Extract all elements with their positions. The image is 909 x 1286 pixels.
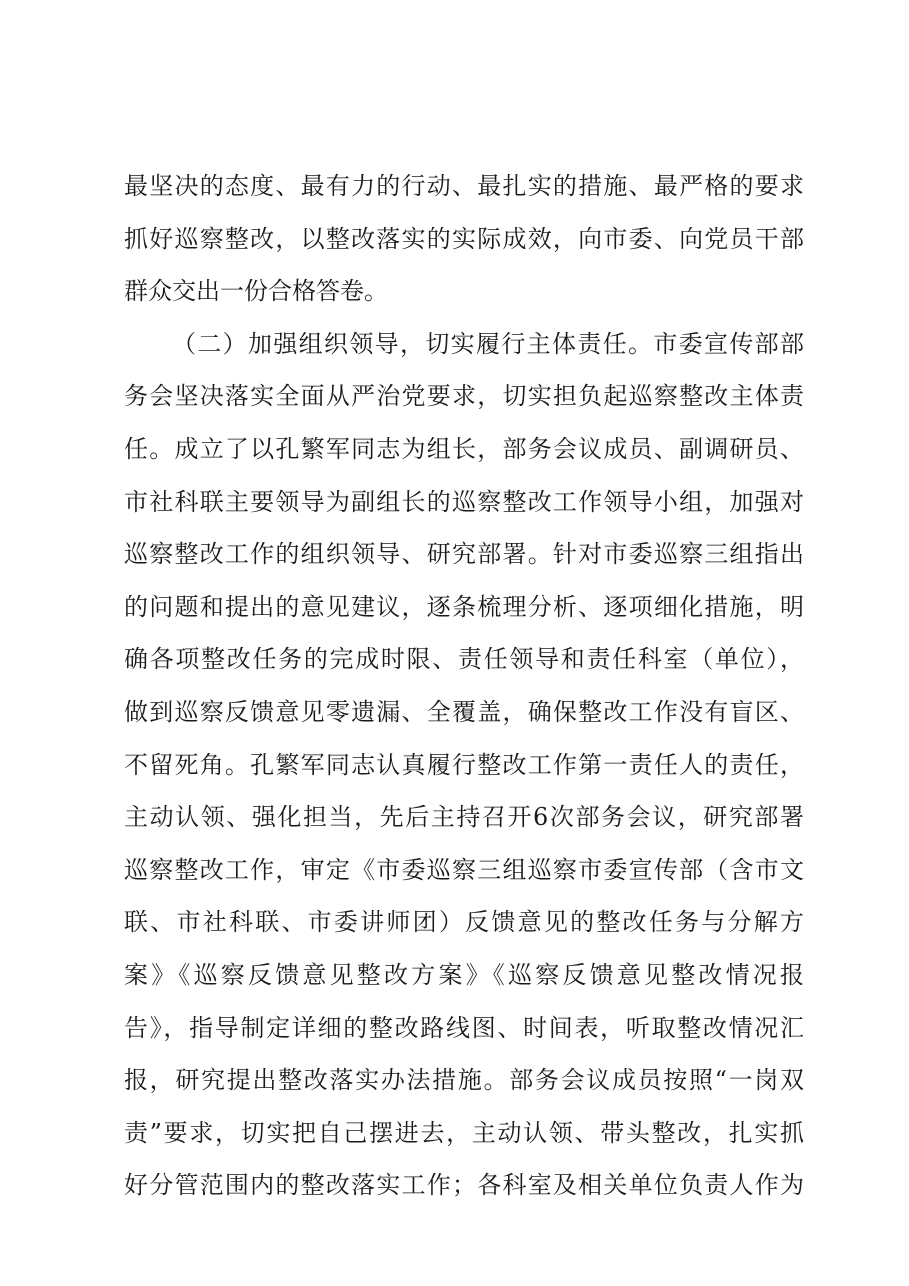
paragraph-2-line-4: 市社科联主要领导为副组长的巡察整改工作领导小组，加强对: [124, 487, 804, 516]
paragraph-1-line-2: 抓好巡察整改，以整改落实的实际成效，向市委、向党员干部: [124, 224, 804, 253]
paragraph-2-line-9: 不留死角。孔繁军同志认真履行整改工作第一责任人的责任，: [124, 750, 804, 779]
paragraph-2-line-10: 主动认领、强化担当，先后主持召开6次部务会议，研究部署: [124, 803, 804, 832]
paragraph-2-line-17: 好分管范围内的整改落实工作；各科室及相关单位负责人作为: [124, 1171, 804, 1200]
paragraph-1-line-1: 最坚决的态度、最有力的行动、最扎实的措施、最严格的要求: [124, 172, 804, 200]
paragraph-2-line-13: 案》《巡察反馈意见整改方案》《巡察反馈意见整改情况报: [124, 960, 804, 989]
paragraph-2-line-15: 报，研究提出整改落实办法措施。部务会议成员按照“一岗双: [124, 1066, 804, 1095]
paragraph-2-line-12: 联、市社科联、市委讲师团）反馈意见的整改任务与分解方: [124, 908, 804, 937]
paragraph-1-line-3: 群众交出一份合格答卷。: [124, 277, 388, 306]
paragraph-2-line-11: 巡察整改工作，审定《市委巡察三组巡察市委宣传部（含市文: [124, 855, 804, 884]
paragraph-2-line-16: 责”要求，切实把自己摆进去，主动认领、带头整改，扎实抓: [124, 1118, 804, 1147]
paragraph-2-line-6: 的问题和提出的意见建议，逐条梳理分析、逐项细化措施，明: [124, 592, 804, 621]
document-body: [124, 160, 804, 1212]
paragraph-2-line-3: 任。成立了以孔繁军同志为组长，部务会议成员、副调研员、: [124, 434, 804, 463]
paragraph-2-line-1: （二）加强组织领导，切实履行主体责任。市委宣传部部: [172, 329, 804, 358]
paragraph-2-line-7: 确各项整改任务的完成时限、责任领导和责任科室（单位），: [124, 645, 804, 674]
paragraph-2-line-2: 务会坚决落实全面从严治党要求，切实担负起巡察整改主体责: [124, 382, 804, 411]
paragraph-2-line-8: 做到巡察反馈意见零遗漏、全覆盖，确保整改工作没有盲区、: [124, 697, 804, 726]
paragraph-2-line-14: 告》，指导制定详细的整改路线图、时间表，听取整改情况汇: [124, 1013, 804, 1042]
paragraph-2-line-5: 巡察整改工作的组织领导、研究部署。针对市委巡察三组指出: [124, 540, 804, 569]
